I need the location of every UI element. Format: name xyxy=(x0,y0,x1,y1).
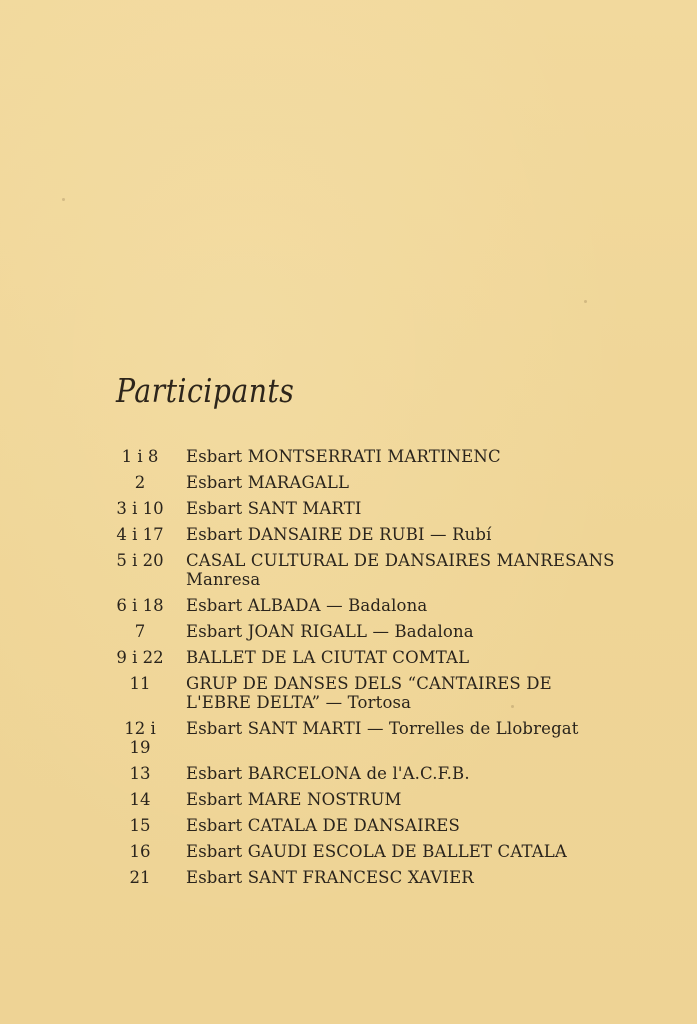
participant-row xyxy=(112,719,672,757)
participant-name xyxy=(168,499,672,518)
participant-name xyxy=(168,596,672,615)
participant-number: 6 i 18 xyxy=(116,596,164,615)
participant-name-line: Esbart DANSAIRE DE RUBI — Rubí xyxy=(186,525,492,544)
participant-name xyxy=(168,719,672,738)
participant-name-line: Esbart SANT MARTI xyxy=(186,499,362,518)
participant-name xyxy=(168,868,672,887)
participant-row xyxy=(112,473,672,492)
participant-name-line: Esbart GAUDI ESCOLA DE BALLET CATALA xyxy=(186,842,567,861)
paper-speck xyxy=(62,198,65,201)
participant-name-line: Manresa xyxy=(186,570,261,589)
participant-row xyxy=(112,525,672,544)
participant-number: 11 xyxy=(129,674,151,693)
participant-name xyxy=(168,674,672,712)
participant-name xyxy=(168,525,672,544)
participant-number: 21 xyxy=(129,868,151,887)
participant-name-line: Esbart MONTSERRATI MARTINENC xyxy=(186,447,501,466)
participant-name-line: Esbart ALBADA — Badalona xyxy=(186,596,428,615)
participant-name xyxy=(168,816,672,835)
participant-name-line: Esbart BARCELONA de l'A.C.F.B. xyxy=(186,764,470,783)
participant-number: 12 i 19 xyxy=(124,719,156,757)
participant-number: 4 i 17 xyxy=(116,525,164,544)
participant-number: 15 xyxy=(129,816,151,835)
participant-name xyxy=(168,790,672,809)
participant-name xyxy=(168,764,672,783)
participant-name-line: Esbart JOAN RIGALL — Badalona xyxy=(186,622,474,641)
participant-number: 3 i 10 xyxy=(116,499,164,518)
participant-name xyxy=(168,551,672,589)
participant-name-line: CASAL CULTURAL DE DANSAIRES MANRESANS xyxy=(186,551,615,570)
participant-name-line: Esbart SANT MARTI — Torrelles de Llobregat xyxy=(186,719,579,738)
page-title: Participants xyxy=(116,371,295,410)
participant-name xyxy=(168,447,672,466)
participant-row xyxy=(112,868,672,887)
participant-number: 14 xyxy=(129,790,151,809)
participant-name-line: L'EBRE DELTA” — Tortosa xyxy=(186,693,412,712)
participant-number: 7 xyxy=(134,622,146,641)
participant-number: 5 i 20 xyxy=(116,551,164,570)
participant-row xyxy=(112,447,672,466)
participant-number: 9 i 22 xyxy=(116,648,164,667)
participant-row xyxy=(112,551,672,589)
participant-row xyxy=(112,596,672,615)
participant-row xyxy=(112,648,672,667)
participants-list xyxy=(112,447,672,894)
participant-name xyxy=(168,622,672,641)
participant-name xyxy=(168,473,672,492)
participant-row xyxy=(112,790,672,809)
participant-row xyxy=(112,674,672,712)
participant-name-line: Esbart SANT FRANCESC XAVIER xyxy=(186,868,474,887)
participant-name xyxy=(168,648,672,667)
participant-name-line: Esbart MARE NOSTRUM xyxy=(186,790,402,809)
participant-name-line: BALLET DE LA CIUTAT COMTAL xyxy=(186,648,470,667)
participant-number: 1 i 8 xyxy=(121,447,159,466)
participant-row xyxy=(112,764,672,783)
participant-name xyxy=(168,842,672,861)
participant-number: 16 xyxy=(129,842,151,861)
participant-number: 2 xyxy=(134,473,146,492)
paper-speck xyxy=(584,300,587,303)
participant-name-line: Esbart CATALA DE DANSAIRES xyxy=(186,816,460,835)
participant-number: 13 xyxy=(129,764,151,783)
participant-row xyxy=(112,499,672,518)
participant-row xyxy=(112,622,672,641)
participant-row xyxy=(112,842,672,861)
participant-name-line: GRUP DE DANSES DELS “CANTAIRES DE xyxy=(186,674,552,693)
participant-name-line: Esbart MARAGALL xyxy=(186,473,350,492)
participant-row xyxy=(112,816,672,835)
